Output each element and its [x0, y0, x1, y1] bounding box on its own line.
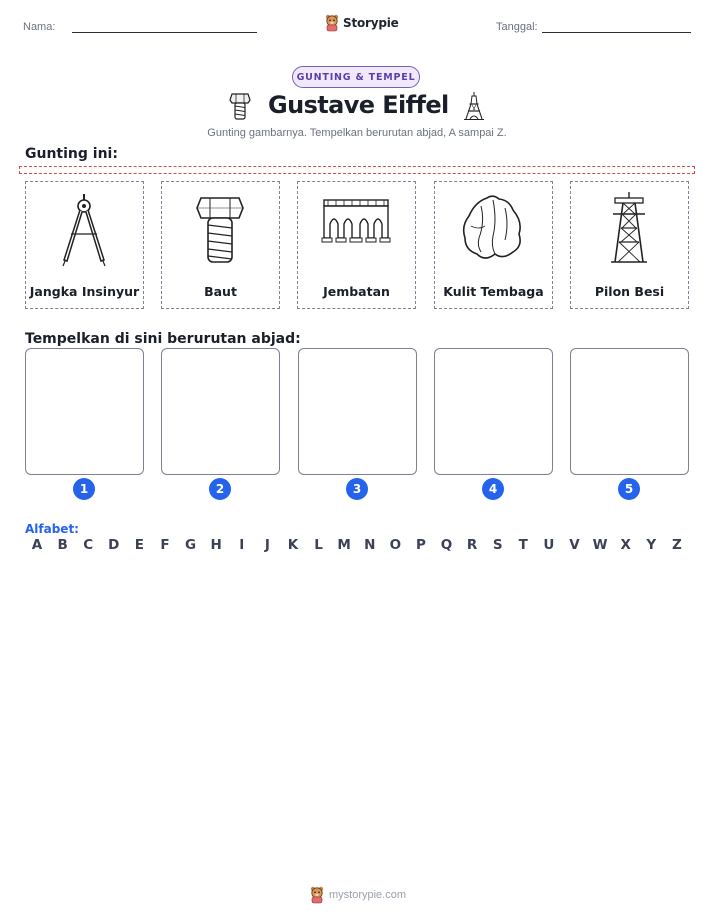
bridge-icon [298, 190, 414, 268]
alphabet-letter: P [415, 537, 426, 553]
slot-number: 4 [482, 478, 504, 500]
card-label: Baut [204, 284, 237, 299]
name-line [72, 32, 257, 33]
page-title: Gustave Eiffel [268, 91, 449, 119]
alphabet-letter: O [389, 537, 402, 553]
alphabet-letter: E [134, 537, 144, 553]
bolt-icon [229, 91, 251, 121]
footer-url[interactable]: mystorypie.com [329, 889, 407, 901]
card-label: Jembatan [323, 284, 390, 299]
alphabet-letter: S [492, 537, 503, 553]
paste-box-2[interactable] [161, 348, 280, 475]
paste-box-5[interactable] [570, 348, 689, 475]
title-row [0, 89, 714, 125]
slot-number: 5 [618, 478, 640, 500]
card-label: Kulit Tembaga [443, 284, 544, 299]
slot-number: 2 [209, 478, 231, 500]
cut-heading: Gunting ini: [25, 146, 118, 162]
alphabet-letter: M [337, 537, 351, 553]
instructions: Gunting gambarnya. Tempelkan berurutan abjad, A sampai Z. [207, 127, 507, 139]
alphabet-row [25, 537, 689, 553]
alphabet-letter: X [620, 537, 631, 553]
brand-logo [324, 13, 399, 33]
compass-icon [26, 190, 142, 268]
alphabet-letter: Z [671, 537, 682, 553]
paste-box-4[interactable] [434, 348, 553, 475]
alphabet-letter: T [518, 537, 528, 553]
cut-card-iron-pylon[interactable] [570, 181, 689, 309]
alphabet-letter: K [287, 537, 299, 553]
bear-mascot-icon [309, 886, 325, 904]
copper-sheet-icon [435, 190, 551, 268]
alphabet-heading: Alfabet: [25, 522, 79, 536]
alphabet-letter: Q [440, 537, 453, 553]
bear-mascot-icon [324, 14, 340, 32]
card-label: Jangka Insinyur [29, 284, 140, 299]
alphabet-letter: N [364, 537, 376, 553]
name-label: Nama: [23, 21, 56, 33]
date-label: Tanggal: [496, 21, 538, 33]
footer [309, 885, 406, 905]
activity-tag: GUNTING & TEMPEL [292, 66, 420, 88]
paste-box-3[interactable] [298, 348, 417, 475]
alphabet-letter: C [83, 537, 94, 553]
alphabet-letter: R [466, 537, 478, 553]
alphabet-letter: J [264, 537, 270, 553]
cut-line [19, 166, 695, 174]
cut-card-bridge[interactable] [297, 181, 416, 309]
iron-pylon-icon [571, 190, 687, 268]
paste-heading: Tempelkan di sini berurutan abjad: [25, 331, 301, 347]
cut-card-bolt[interactable] [161, 181, 280, 309]
alphabet-letter: I [239, 537, 245, 553]
cut-card-copper-sheet[interactable] [434, 181, 553, 309]
alphabet-letter: Y [646, 537, 657, 553]
slot-number: 3 [346, 478, 368, 500]
slot-number: 1 [73, 478, 95, 500]
alphabet-letter: L [314, 537, 323, 553]
alphabet-letter: G [185, 537, 197, 553]
bolt-icon [162, 190, 278, 268]
card-label: Pilon Besi [594, 284, 665, 299]
alphabet-letter: A [31, 537, 43, 553]
date-line [542, 32, 691, 33]
paste-box-1[interactable] [25, 348, 144, 475]
eiffel-tower-icon [463, 91, 485, 121]
alphabet-letter: U [543, 537, 555, 553]
brand-name: Storypie [343, 16, 399, 30]
cut-card-compass[interactable] [25, 181, 144, 309]
alphabet-letter: H [210, 537, 222, 553]
alphabet-letter: V [569, 537, 580, 553]
alphabet-letter: B [57, 537, 68, 553]
alphabet-letter: F [160, 537, 170, 553]
alphabet-letter: D [108, 537, 120, 553]
alphabet-letter: W [592, 537, 608, 553]
